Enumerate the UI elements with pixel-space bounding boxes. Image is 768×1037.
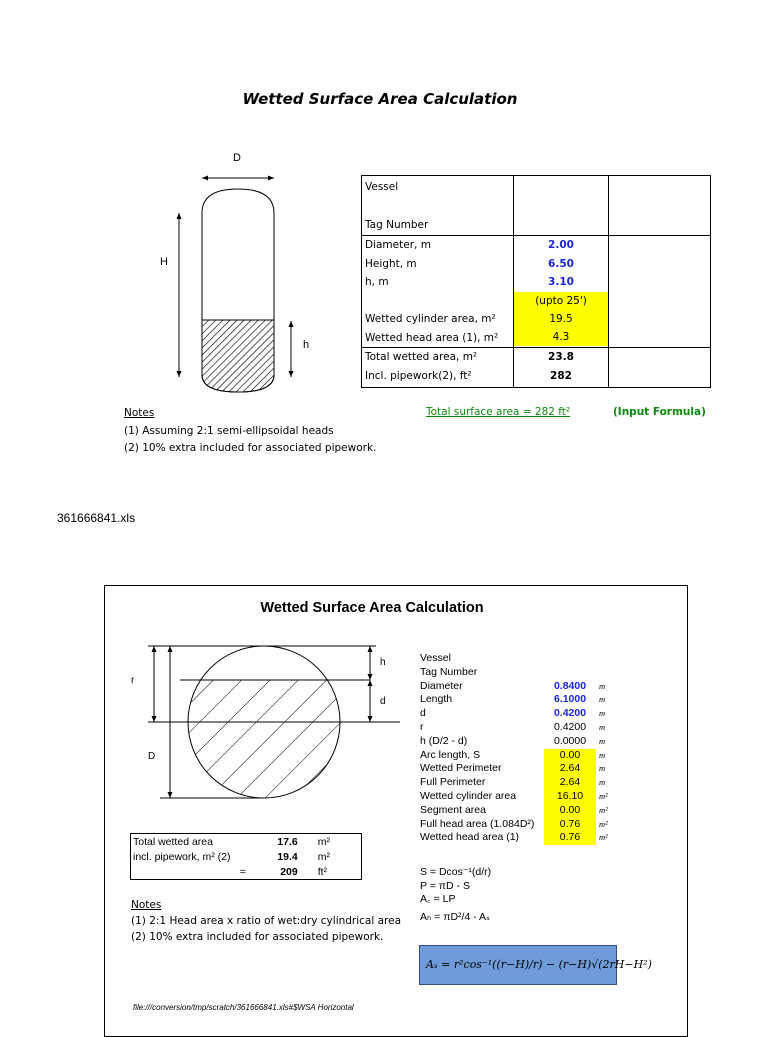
total-wetted-value: 23.8 (548, 351, 574, 363)
formula-head-area: Aₕ = πD²/4 - Aₛ (420, 910, 490, 923)
note-2: (2) 10% extra included for associated pipework. (124, 442, 377, 454)
totals-table (130, 833, 362, 880)
value-diameter[interactable]: 0.8400 (553, 679, 587, 692)
unit-vessel (599, 652, 619, 666)
segment-area-equation-text: Aₛ = r²cos⁻¹((r−H)/r) − (r−H)√(2rH−H²) (426, 958, 652, 971)
incl-pipework-label: incl. pipework, m² (2) (133, 850, 231, 863)
totals-labels-cell (362, 348, 514, 388)
param-segment-area: Segment area (420, 803, 486, 816)
param-wetted-perimeter: Wetted Perimeter (420, 762, 502, 775)
param-diameter: Diameter (420, 679, 463, 692)
d-dim-label: d (380, 696, 386, 707)
unit-length: m (599, 694, 606, 705)
formula-perimeter: P = πD - S (420, 879, 470, 892)
wetted-cylinder-label: Wetted cylinder area, m² (365, 313, 496, 325)
segment-area-equation (419, 945, 652, 985)
parameter-units (599, 652, 619, 845)
value-wetted-cylinder-area: 16.10 (544, 790, 596, 804)
diameter-label: Diameter, m (365, 239, 431, 251)
r-dim-label: r (131, 675, 135, 686)
value-full-perimeter: 2.64 (544, 776, 596, 790)
unit-diameter: m (599, 680, 606, 691)
incl-pipework-unit: m² (317, 850, 330, 863)
horizontal-notes (131, 897, 401, 945)
unit-tag-number (599, 666, 619, 680)
wetted-head-value: 4.3 (514, 328, 609, 346)
param-length: Length (420, 693, 453, 706)
height-label: Height, m (365, 257, 417, 270)
vessel-header-cell (362, 176, 514, 236)
vertical-vessel-diagram (150, 145, 330, 400)
param-r: r (420, 720, 424, 733)
value-vessel (544, 652, 596, 666)
vessel-extra-cell (609, 176, 711, 236)
unit-h: m (599, 735, 606, 746)
total-wetted-label: Total wetted area, m² (365, 351, 478, 363)
unit-segment-area: m² (599, 804, 608, 815)
total-ft2-value: 209 (280, 865, 298, 878)
unit-wetted-cylinder-area: m² (599, 790, 608, 801)
value-wetted-perimeter: 2.64 (544, 762, 596, 776)
horizontal-sheet-title: Wetted Surface Area Calculation (260, 600, 484, 616)
incl-pipework-value: 19.4 (277, 850, 298, 863)
page-title: Wetted Surface Area Calculation (242, 90, 518, 108)
h-dim-label: h (380, 657, 386, 668)
horizontal-notes-heading: Notes (131, 899, 162, 911)
value-length[interactable]: 6.1000 (553, 693, 587, 706)
param-vessel: Vessel (420, 652, 451, 664)
diameter-label-D: D (233, 152, 241, 164)
wetted-cylinder-value: 19.5 (514, 310, 609, 328)
unit-wetted-head-area: m² (599, 832, 608, 843)
unit-d: m (599, 708, 606, 719)
value-arc-length: 0.00 (544, 749, 596, 763)
h-value[interactable]: 3.10 (548, 276, 574, 288)
vessel-label: Vessel (365, 181, 399, 193)
note-1: (1) Assuming 2:1 semi-ellipsoidal heads (124, 424, 334, 437)
param-full-head-area: Full head area (1.084D²) (420, 817, 535, 830)
total-ft2-unit: ft² (317, 865, 328, 878)
param-wetted-cylinder-area: Wetted cylinder area (420, 789, 517, 802)
pipework-value: 282 (550, 369, 572, 382)
wetted-head-label: Wetted head area (1), m² (365, 331, 499, 344)
total-wetted-area-label: Total wetted area (133, 835, 213, 848)
total-wetted-area-unit: m² (317, 835, 330, 848)
h-label: h, m (365, 276, 389, 288)
D-dim-label: D (148, 751, 156, 762)
horizontal-vessel-diagram (140, 640, 400, 810)
file-path-footer: file:///conversion/tmp/scratch/361666841.xls#$WSA Horizontal (133, 1003, 354, 1012)
vessel-table (361, 175, 711, 388)
value-h: 0.0000 (553, 734, 587, 747)
value-tag-number (544, 666, 596, 680)
totals-values-cell (513, 348, 609, 388)
notes-heading: Notes (124, 407, 155, 419)
total-wetted-area-value: 17.6 (277, 835, 298, 848)
upto-note: (upto 25') (514, 292, 609, 310)
parameter-list (420, 652, 545, 845)
param-d: d (420, 707, 426, 720)
value-segment-area: 0.00 (544, 804, 596, 818)
unit-arc-length: m (599, 749, 606, 760)
total-surface-area-link[interactable]: Total surface area = 282 ft² (426, 406, 571, 418)
param-arc-length: Arc length, S (420, 748, 481, 761)
formula-arc-length: S = Dcos⁻¹(d/r) (420, 866, 492, 878)
param-full-perimeter: Full Perimeter (420, 776, 486, 789)
totals-extra-cell (609, 348, 711, 388)
pipework-label: Incl. pipework(2), ft² (365, 369, 472, 382)
formula-list (420, 866, 491, 924)
unit-wetted-perimeter: m (599, 763, 606, 774)
param-wetted-head-area: Wetted head area (1) (420, 831, 520, 844)
parameter-values (544, 652, 596, 845)
file-name: 361666841.xls (57, 511, 136, 525)
level-label-h: h (303, 339, 310, 351)
unit-full-perimeter: m (599, 777, 606, 788)
parameter-labels-cell (362, 236, 514, 348)
param-h: h (D/2 - d) (420, 734, 468, 747)
parameter-values-cell (513, 236, 609, 348)
unit-full-head-area: m² (599, 818, 608, 829)
tag-number-label: Tag Number (365, 219, 429, 231)
horizontal-note-1: (1) 2:1 Head area x ratio of wet:dry cylindrical area (131, 915, 402, 927)
vessel-value-cell (513, 176, 609, 236)
notes-section (124, 405, 376, 458)
value-d[interactable]: 0.4200 (553, 707, 587, 720)
diameter-value[interactable]: 2.00 (548, 239, 574, 251)
height-label-H: H (160, 256, 168, 268)
unit-r: m (599, 721, 606, 732)
ft2-equals: = (239, 865, 246, 878)
height-value[interactable]: 6.50 (548, 257, 574, 270)
formula-cylinder-area: A꜀ = LP (420, 893, 456, 905)
value-full-head-area: 0.76 (544, 818, 596, 832)
parameter-extra-cell (609, 236, 711, 348)
value-wetted-head-area: 0.76 (544, 831, 596, 845)
horizontal-note-2: (2) 10% extra included for associated pipework. (131, 931, 384, 943)
input-formula-label: (Input Formula) (613, 406, 706, 418)
value-r: 0.4200 (553, 720, 587, 733)
param-tag-number: Tag Number (420, 665, 478, 678)
